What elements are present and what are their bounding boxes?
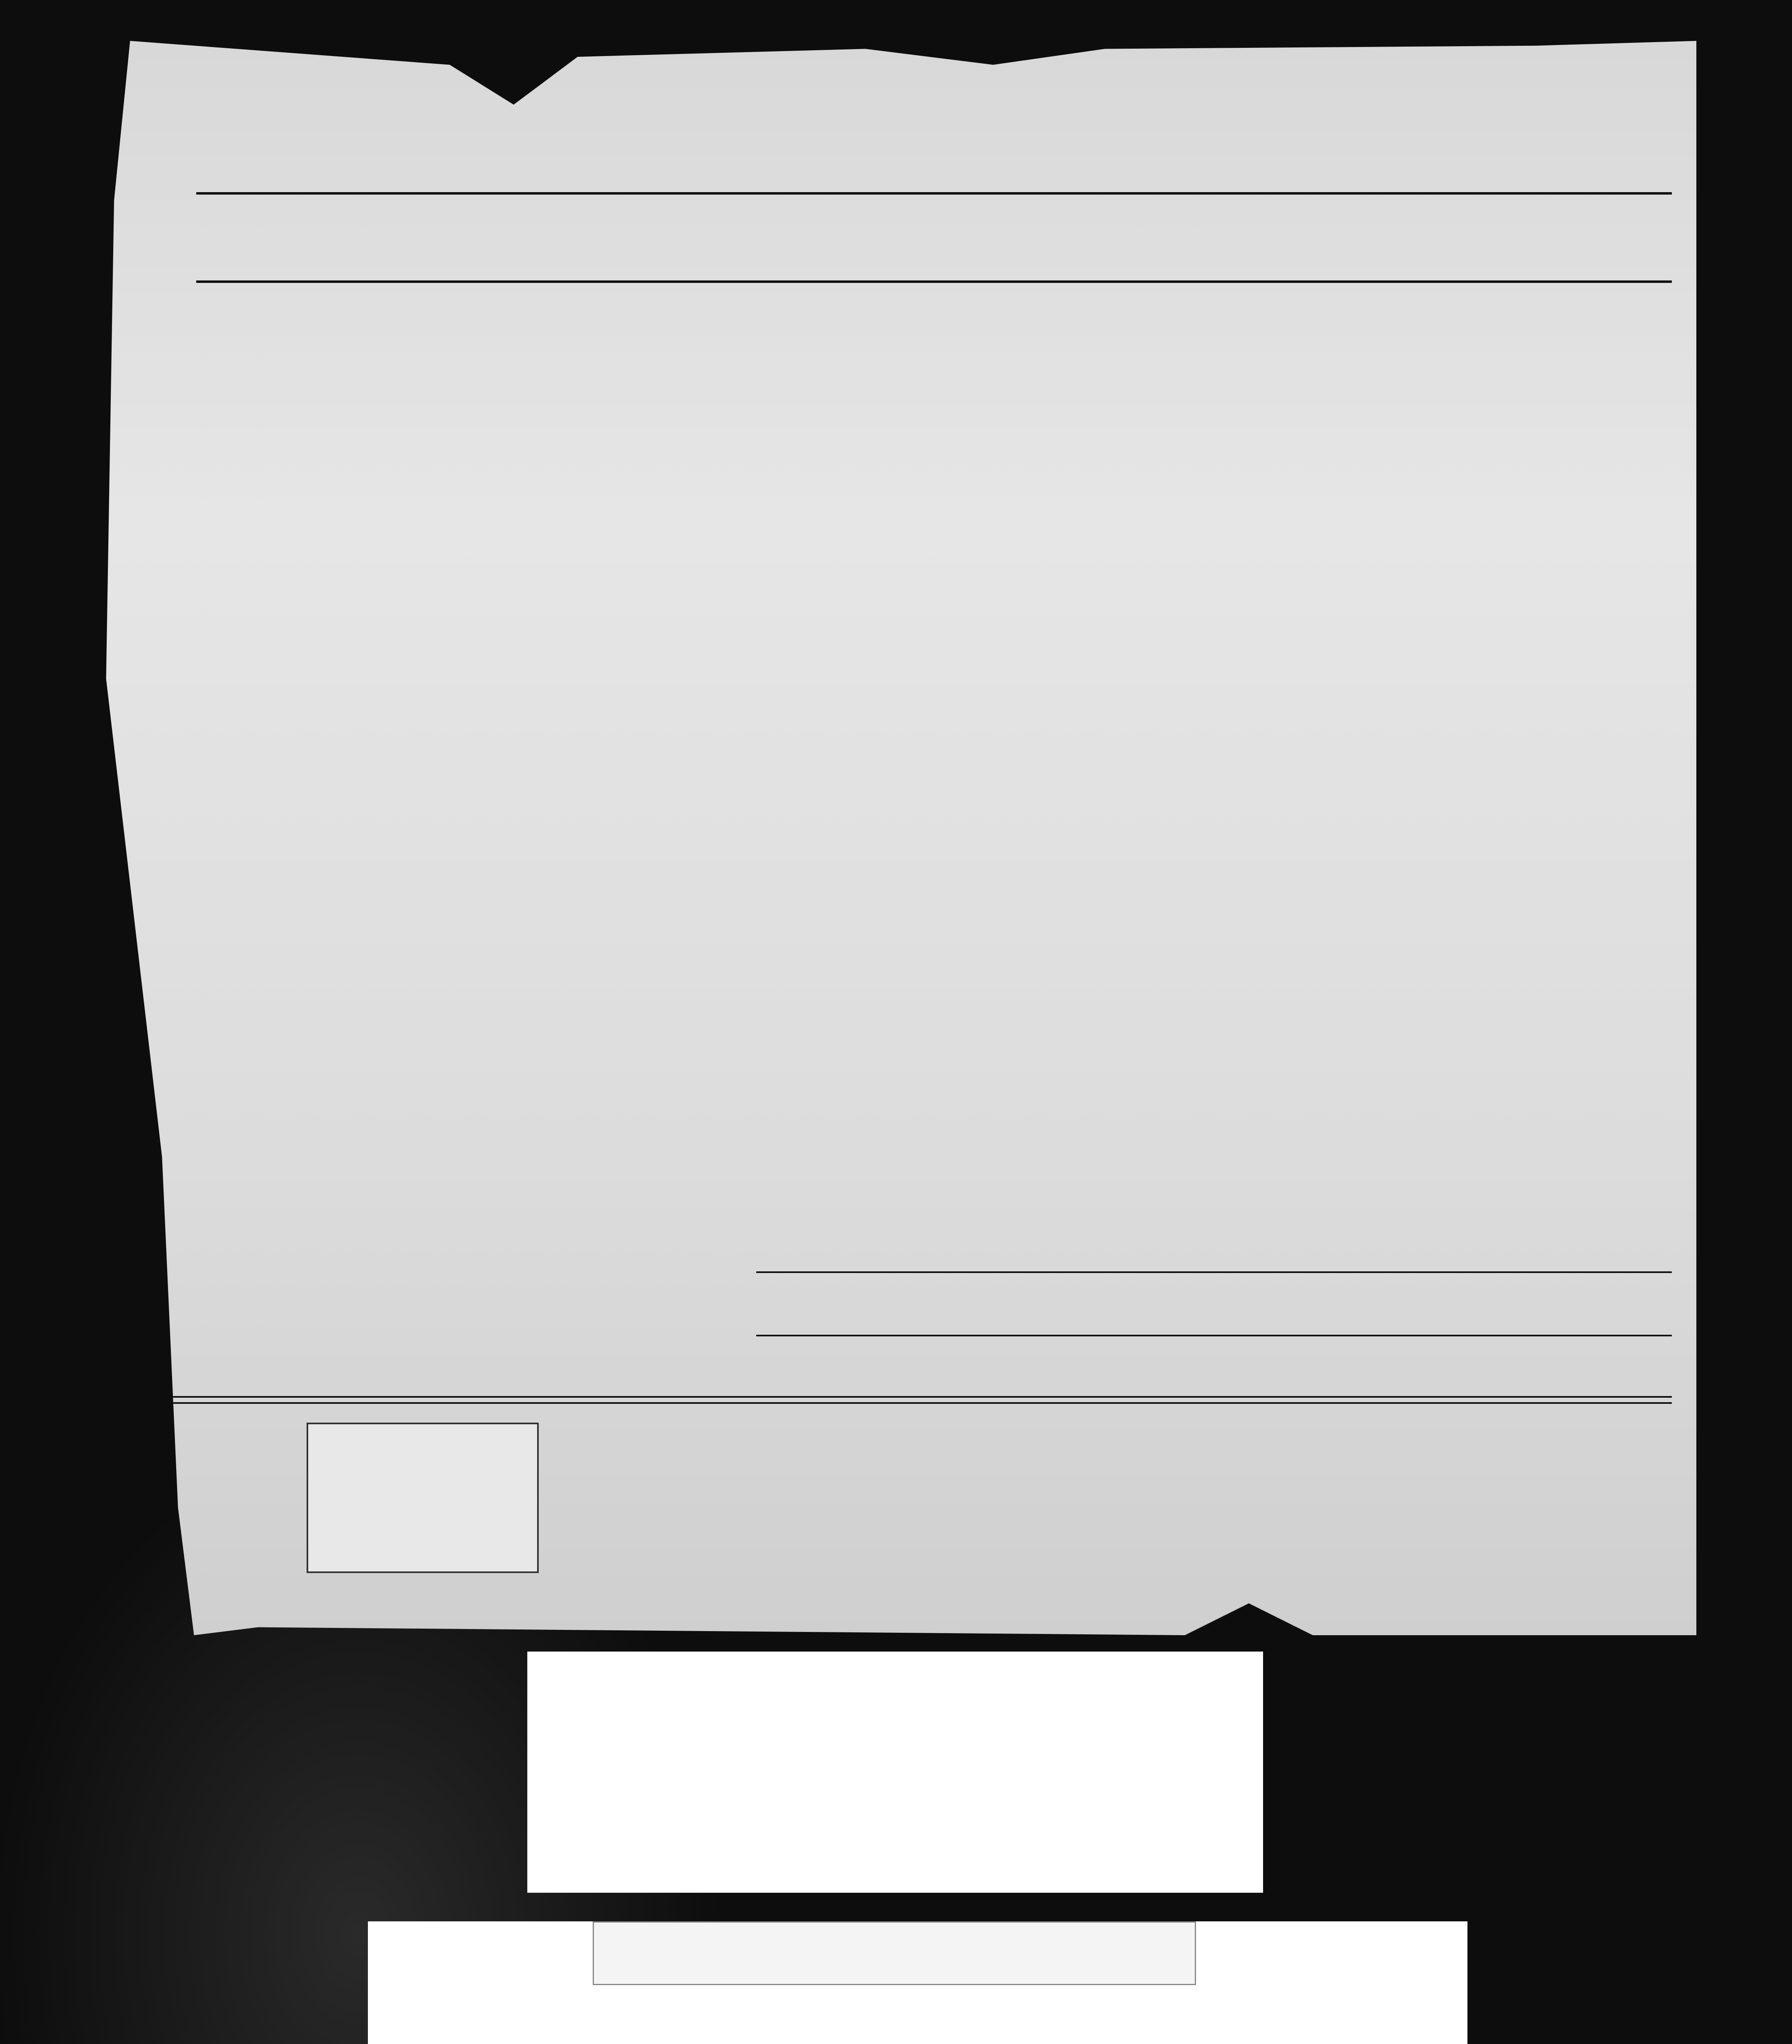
header-rule-bottom	[196, 280, 1672, 283]
header-rule-top	[196, 192, 1672, 195]
archives-label	[368, 1921, 1467, 2044]
subtotal-rule	[756, 1271, 1672, 1273]
document-sheet	[98, 41, 1696, 1635]
total-rule-bottom-2	[172, 1402, 1672, 1404]
poor-copy-label	[527, 1652, 1263, 1893]
total-rule-bottom-1	[172, 1396, 1672, 1398]
collection-tag	[593, 1921, 1196, 1985]
total-rule-top	[756, 1335, 1672, 1336]
receipt-stamp	[307, 1423, 539, 1573]
